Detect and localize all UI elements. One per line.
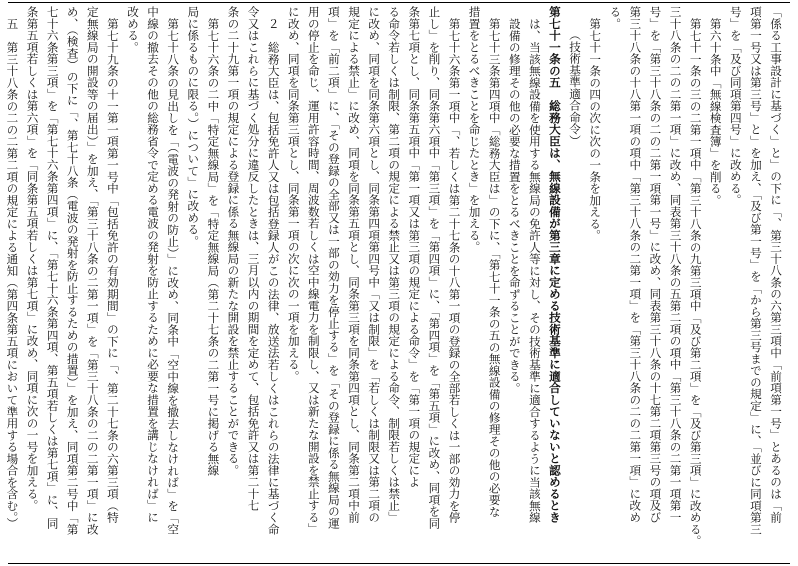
text-line: 措置をとるべきことを命じたとき」を加える。: [467, 6, 482, 253]
text-line: 「係る工事設計に基づく」と」の下に「、第三十八条の六第三項中「前項第一号」とあるのは「前: [769, 6, 783, 523]
text-line: 三十八条の二の二第一項」に改め、同表第三十八条の五第二項の項中「第三十八条の二第一項第一: [668, 6, 683, 523]
text-line: 条第五項若しくは第六項」を「同条第五項若しくは第七項」に改め、同項に次の一号を加える。: [25, 6, 40, 512]
bottom-rule: [8, 563, 790, 564]
text-line: め、（検査）の下に「、第七十八条（電波の発射を防止するための措置）」を加え、同項第二号中「第: [65, 6, 80, 535]
text-line: 定無線局の開設等の届出）」を加え、「第三十八条の二第一項」を「第三十八条の二の二第一項」に改: [85, 6, 100, 535]
text-line: 条の二十九第一項の規定による登録に係る無線局の新たな開設を禁止することができる。: [226, 6, 241, 476]
text-line: る命令若しくは制限、第二項の規定による禁止又は第三項の規定による命令、制限若しくは禁止」: [387, 6, 402, 523]
text-line: 条第七項とし、同条第五項中「第一項又は第三項の規定による命令」を「第一項の規定によ: [407, 6, 422, 488]
text-line: 中線の撤去その他の総務省令で定める電波の発射を防止するために必要な措置を講じなければ」に: [146, 6, 161, 523]
text-line: 七十六条第三項」を「第七十六条第四項」に、「第七十六条第四項、第五項若しくは第七項」に、同: [45, 6, 60, 529]
text-line: 改める。: [126, 6, 140, 53]
text-line: 令又はこれらに基づく処分に違反したときは、三月以内の期間を定めて、包括免許又は第二十七: [246, 6, 261, 512]
text-line: 第七十六条の二中「特定無線局」を「特定無線局（第二十七条の二第一号に掲げる無線: [206, 17, 221, 476]
top-rule: [8, 2, 790, 3]
text-line: 第七十一条の四の次に次の一条を加える。: [588, 17, 603, 241]
text-line: 設備の修理その他の必要な措置をとるべきことを命ずることができる。: [507, 17, 522, 394]
text-line: 第七十三条第四項中「総務大臣は」の下に、「第七十一条の五の無線設備の修理その他の必要な: [487, 17, 502, 518]
text-line: 第三十八条の十八第一項の項中「第三十八条の二第一項」を「第三十八条の二の二第一項」に改め: [628, 6, 643, 523]
text-line: 第七十九条の十一第一項第一号中「包括免許の有効期間」の下に「、第二十七条の六第三項（特: [105, 17, 120, 523]
text-line: 項」を「前二項」に、「その登録の全部又は一部の効力を停止する」を「その登録に係る無線局の運: [326, 6, 341, 529]
text-line: に改め、同項を同条第六項とし、同条第四項第四号中「又は制限」を「若しくは制限又は第二項の: [367, 6, 382, 523]
text-line: る。: [608, 6, 623, 30]
text-line: 第七十一条の五 総務大臣は、無線設備が第三章に定める技術基準に適合していないと認めるとき: [547, 6, 562, 523]
section-heading: （技術基準適合命令）: [568, 29, 583, 147]
text-line: 第六十条中「無線検査簿」を削る。: [708, 17, 723, 206]
text-line: 第七十六条第一項中「、若しくは第二十七条の十八第一項の登録の全部若しくは一部の効力を停: [447, 17, 462, 523]
text-line: 号」を「第三十八条の二の二第一項第一号」に改め、同表第三十八条の十七第二項第三号の項及び: [648, 6, 663, 523]
text-line: 用の停止を命じ、運用許容時間、周波数若しくは空中線電力を制限し、又は新たな開設を禁止する」: [306, 6, 321, 535]
text-line: 五 第三十八条の二の二第二項の規定による通知（第四条第五項において準用する場合を含む。）: [5, 17, 20, 529]
text-line: ２ 総務大臣は、包括免許人又は包括登録人がこの法律、放送法若しくはこれらの法律に基づく命: [266, 17, 281, 535]
text-line: に改め、同項を同条第三項とし、同条第一項の次に次の一項を加える。: [286, 6, 301, 382]
text-line: 第七十一条の三の二第一項中「第三十八条の九第三項中「及び第二項」を「及び第三項」に改める。: [688, 17, 703, 547]
text-line: 規定による禁止」に改め、同項を同条第五項とし、同条第三項を同条第四項とし、同条第二項中前: [347, 6, 362, 523]
vertical-text-body: [0, 6, 786, 562]
text-line: [0, 6, 2, 562]
text-line: は、当該無線設備を使用する無線局の免許人等に対し、その技術基準に適合するように当該無線: [527, 17, 542, 523]
text-line: 止し」を削り、同条第六項中「第三項」を「第四項」に、「第四項」を「第五項」に改め、同項を同: [427, 6, 442, 529]
text-line: 第七十八条の見出しを「（電波の発射の防止）」に改め、同条中「空中線を撤去しなければ」を「空: [166, 17, 181, 535]
text-line: 項第一号又は第三号」と」を加え、「及び第一号」を「から第三号までの規定」に、「並びに同項第三: [748, 6, 763, 535]
text-line: 号」を「及び同項第四号」に改める。: [728, 6, 743, 206]
text-line: 局に係るものに限る。）について」に改める。: [186, 6, 201, 247]
